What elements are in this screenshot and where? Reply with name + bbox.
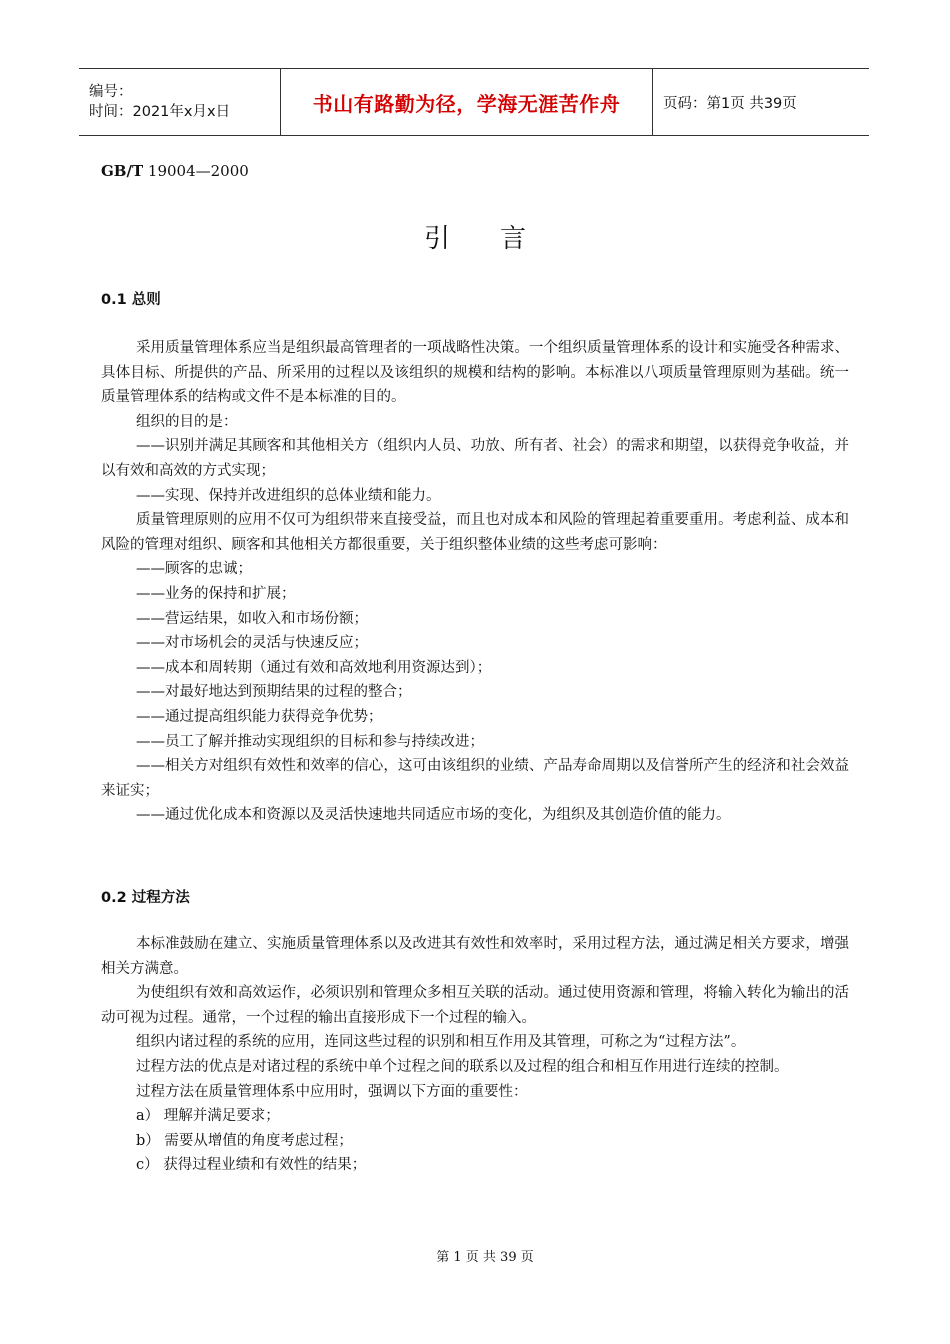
paragraph: 过程方法的优点是对诸过程的系统中单个过程之间的联系以及过程的组合和相互作用进行连续的控制。: [136, 1058, 789, 1075]
page-label: 页码：第1页 共39页: [663, 95, 797, 112]
standard-number: [101, 162, 249, 180]
document-title: 引言: [423, 224, 576, 254]
paragraph: 为使组织有效和高效运作，必须识别和管理众多相互关联的活动。通过使用资源和管理，将输入转化为输出的活动可视为过程。通常，一个过程的输出直接形成下一个过程的输入。: [101, 985, 849, 1026]
paragraph: ——对最好地达到预期结果的过程的整合；: [136, 684, 412, 701]
section-body-process-approach: [101, 932, 849, 1178]
paragraph: ——营运结果，如收入和市场份额；: [136, 610, 368, 627]
paragraph: ——员工了解并推动实现组织的目标和参与持续改进；: [136, 733, 484, 750]
number-label: 编号：: [89, 84, 133, 100]
paragraph: ——通过提高组织能力获得竞争优势；: [136, 708, 383, 725]
section-body-general: [101, 336, 849, 828]
section-heading-general: 0.1 总则: [101, 292, 161, 308]
paragraph: c） 获得过程业绩和有效性的结果；: [136, 1157, 367, 1174]
paragraph: 本标准鼓励在建立、实施质量管理体系以及改进其有效性和效率时，采用过程方法，通过满足相关方要求，增强相关方满意。: [101, 936, 849, 977]
paragraph: ——成本和周转期（通过有效和高效地利用资源达到）；: [136, 659, 492, 676]
paragraph: 组织的目的是：: [136, 413, 238, 430]
header-page-cell: [653, 69, 869, 135]
paragraph: ——识别并满足其顾客和其他相关方（组织内人员、功放、所有者、社会）的需求和期望，以获得竞争收益，并以有效和高效的方式实现；: [101, 438, 849, 479]
paragraph: ——相关方对组织有效性和效率的信心，这可由该组织的业绩、产品寿命周期以及信誉所产生的经济和社会效益来证实；: [101, 758, 849, 799]
section-heading-process-approach: 0.2 过程方法: [101, 890, 190, 906]
page-footer: 第 1 页 共 39 页: [436, 1250, 534, 1265]
paragraph: 质量管理原则的应用不仅可为组织带来直接受益，而且也对成本和风险的管理起着重要重用。考虑利益、成本和风险的管理对组织、顾客和其他相关方都很重要，关于组织整体业绩的这些考虑可影响：: [101, 512, 849, 553]
paragraph: ——业务的保持和扩展；: [136, 585, 296, 602]
standard-prefix: GB/T: [101, 162, 144, 180]
paragraph: a） 理解并满足要求；: [136, 1108, 280, 1125]
paragraph: ——实现、保持并改进组织的总体业绩和能力。: [136, 487, 441, 504]
paragraph: 采用质量管理体系应当是组织最高管理者的一项战略性决策。一个组织质量管理体系的设计和实施受各种需求、具体目标、所提供的产品、所采用的过程以及该组织的规模和结构的影响。本标准以八项质量管理原则为基础。统一质量管理体系的结构或文件不是本标准的目的。: [101, 340, 849, 406]
paragraph: ——对市场机会的灵活与快速反应；: [136, 635, 368, 652]
paragraph: 组织内诸过程的系统的应用，连同这些过程的识别和相互作用及其管理，可称之为“过程方法”。: [136, 1034, 746, 1051]
paragraph: b） 需要从增值的角度考虑过程；: [136, 1132, 353, 1149]
time-label: 时间：2021年x月x日: [89, 104, 231, 120]
page-header: [79, 68, 869, 136]
standard-code: 19004—2000: [143, 162, 249, 180]
paragraph: ——顾客的忠诚；: [136, 561, 252, 578]
paragraph: 过程方法在质量管理体系中应用时，强调以下方面的重要性：: [136, 1083, 528, 1100]
paragraph: ——通过优化成本和资源以及灵活快速地共同适应市场的变化，为组织及其创造价值的能力。: [136, 807, 731, 824]
header-motto-cell: [281, 69, 653, 135]
motto: 书山有路勤为径，学海无涯苦作舟: [312, 91, 621, 116]
header-left-cell: [79, 69, 281, 135]
